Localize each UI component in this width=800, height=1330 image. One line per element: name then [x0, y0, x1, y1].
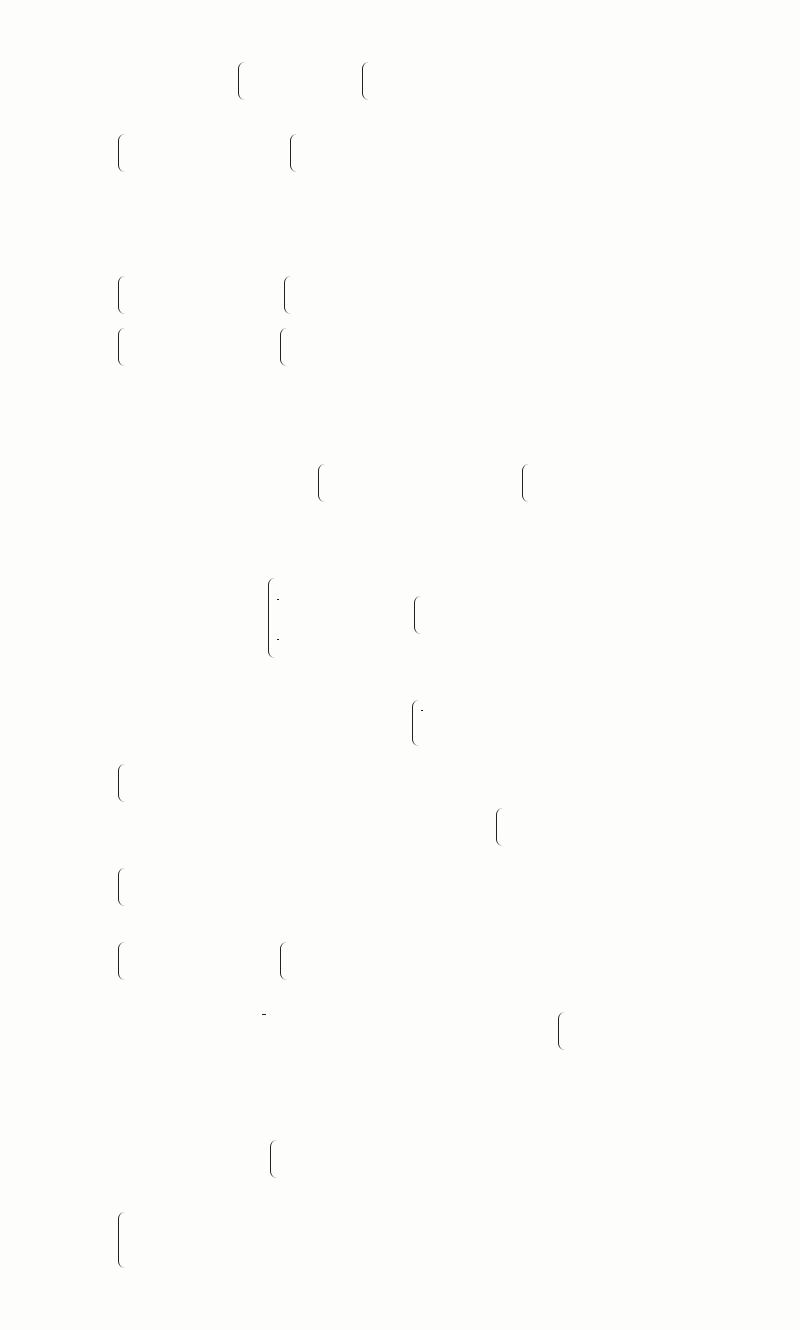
equation-brace — [280, 942, 288, 980]
equation-brace — [118, 1212, 126, 1268]
equation-brace — [280, 328, 288, 366]
equation-brace — [522, 464, 530, 502]
fraction — [262, 1014, 266, 1015]
equation-system — [420, 696, 424, 722]
equation-brace — [118, 134, 126, 172]
equation-brace — [118, 276, 126, 314]
equation-brace — [290, 134, 298, 172]
equation-brace — [270, 1140, 278, 1178]
equation-brace — [284, 276, 292, 314]
equation-brace — [362, 62, 370, 100]
equation-brace — [118, 942, 126, 980]
equation-brace — [496, 808, 504, 846]
equation-brace — [118, 764, 126, 802]
equation-brace — [118, 868, 126, 906]
equation-brace — [558, 1012, 566, 1050]
equation-brace — [118, 328, 126, 366]
equation-brace — [412, 700, 420, 746]
equation-brace — [414, 596, 422, 634]
equation-brace — [238, 62, 246, 100]
equation-brace — [318, 464, 326, 502]
equation-brace — [268, 578, 276, 658]
equation-system — [276, 578, 280, 658]
watermark-stamp — [315, 555, 465, 715]
